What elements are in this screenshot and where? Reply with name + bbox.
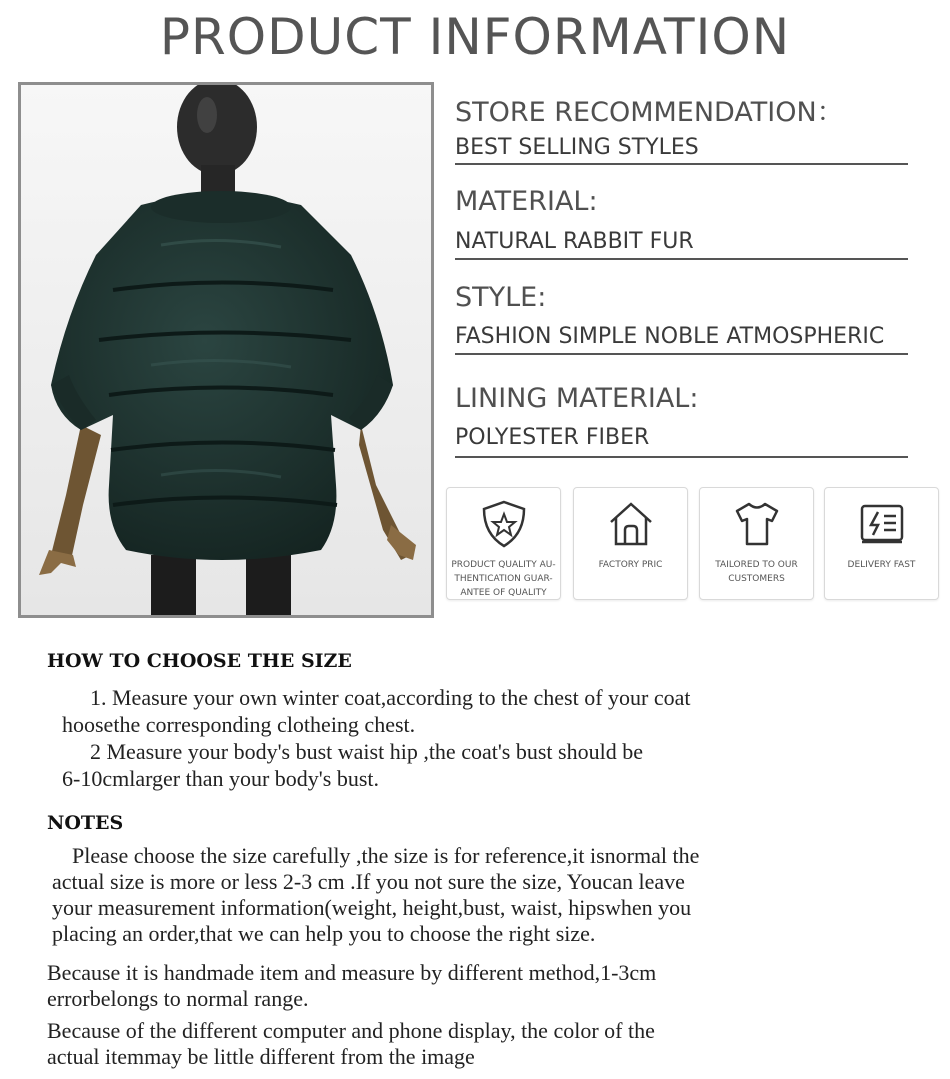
badge-label-line: CUSTOMERS [728, 574, 785, 584]
divider [455, 163, 908, 165]
notes-line: Because it is handmade item and measure by different method,1-3cm [47, 960, 657, 985]
house-icon [605, 498, 657, 550]
badge-label-line: TAILORED TO OUR [715, 560, 798, 570]
size-guide-line: 1. Measure your own winter coat,according to the chest of your coat [90, 685, 691, 710]
spec-label-store-recommendation: STORE RECOMMENDATION： [455, 97, 844, 128]
delivery-icon [856, 498, 908, 550]
badge-label-line: ANTEE OF QUALITY [460, 588, 547, 598]
notes-line: actual size is more or less 2-3 cm .If you not sure the size, Youcan leave [52, 869, 685, 894]
notes-line: Because of the different computer and phone display, the color of the [47, 1018, 655, 1043]
notes-line: your measurement information(weight, height,bust, waist, hipswhen you [52, 895, 692, 920]
notes-heading: NOTES [47, 812, 124, 834]
badge-factory-price [573, 487, 688, 600]
badge-tailored [699, 487, 814, 600]
fur-coat-illustration [21, 85, 431, 615]
spec-label-lining-material: LINING MATERIAL: [455, 383, 699, 414]
badge-label-line: PRODUCT QUALITY AU- [451, 560, 556, 570]
badge-label-line: THENTICATION GUAR- [454, 574, 553, 584]
spec-value-style: FASHION SIMPLE NOBLE ATMOSPHERIC [455, 324, 885, 349]
badge-label [576, 558, 685, 572]
notes-paragraph-1 [52, 843, 699, 947]
notes-paragraph-2 [47, 960, 656, 1012]
notes-line: placing an order,that we can help you to choose the right size. [52, 921, 596, 946]
notes-line: actual itemmay be little different from the image [47, 1044, 475, 1069]
spec-value-material: NATURAL RABBIT FUR [455, 229, 694, 254]
size-guide-line: hoosethe corresponding clotheing chest. [62, 712, 416, 737]
badge-label-line: DELIVERY FAST [847, 560, 916, 570]
page-title: PRODUCT INFORMATION [159, 8, 791, 66]
badge-quality [446, 487, 561, 600]
size-guide-line: 2 Measure your body's bust waist hip ,the coat's bust should be [90, 739, 643, 764]
notes-paragraph-3 [47, 1018, 655, 1070]
notes-line: errorbelongs to normal range. [47, 986, 309, 1011]
shield-star-icon [478, 498, 530, 550]
divider [455, 456, 908, 458]
notes-line: Please choose the size carefully ,the size is for reference,it isnormal the [72, 843, 700, 868]
tshirt-icon [731, 498, 783, 550]
spec-value-store-recommendation: BEST SELLING STYLES [455, 135, 699, 160]
badge-label [449, 558, 558, 600]
spec-value-lining-material: POLYESTER FIBER [455, 425, 650, 450]
size-guide-text [62, 684, 691, 792]
divider [455, 258, 908, 260]
badge-label [827, 558, 936, 572]
product-photo [18, 82, 434, 618]
size-guide-heading: HOW TO CHOOSE THE SIZE [47, 650, 352, 672]
spec-label-material: MATERIAL: [455, 186, 598, 217]
size-guide-line: 6-10cmlarger than your body's bust. [62, 766, 380, 791]
badge-delivery [824, 487, 939, 600]
badge-label-line: FACTORY PRIC [598, 560, 663, 570]
divider [455, 353, 908, 355]
spec-label-style: STYLE: [455, 282, 547, 313]
badge-label [702, 558, 811, 586]
